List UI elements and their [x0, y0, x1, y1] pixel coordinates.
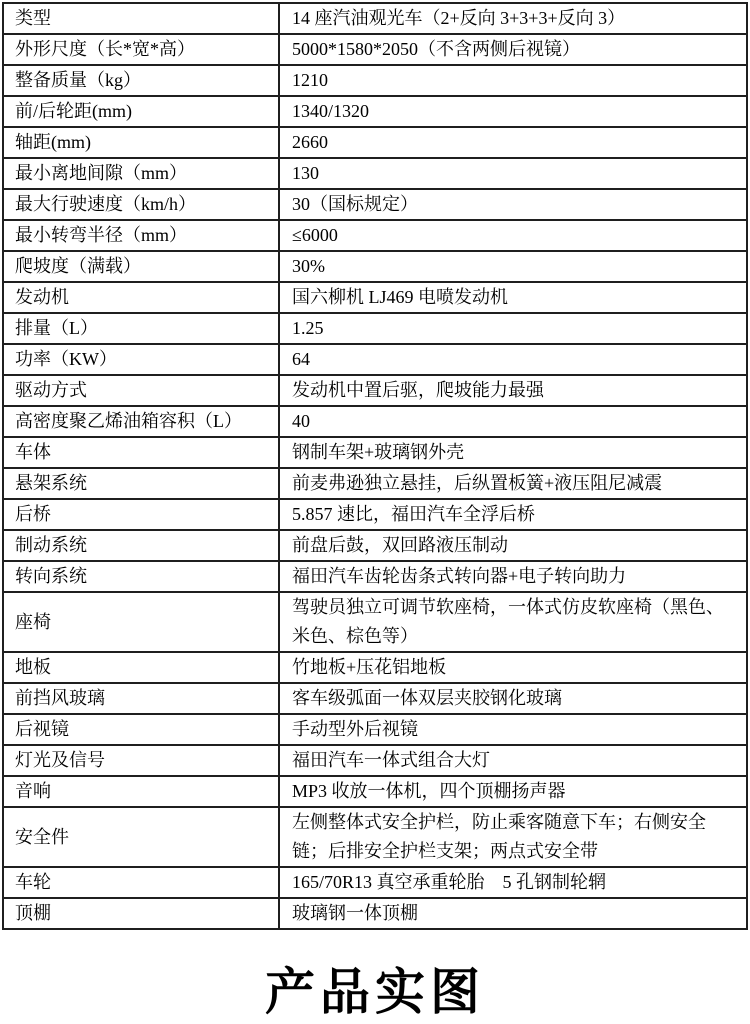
spec-label: 前/后轮距(mm) [3, 96, 279, 127]
spec-value: 前麦弗逊独立悬挂，后纵置板簧+液压阻尼减震 [279, 468, 747, 499]
spec-value: 30（国标规定） [279, 189, 747, 220]
spec-value: 左侧整体式安全护栏，防止乘客随意下车；右侧安全链；后排安全护栏支架；两点式安全带 [279, 807, 747, 867]
spec-label: 功率（KW） [3, 344, 279, 375]
spec-value: 1.25 [279, 313, 747, 344]
spec-label: 前挡风玻璃 [3, 683, 279, 714]
spec-value: 165/70R13 真空承重轮胎 5 孔钢制轮辋 [279, 867, 747, 898]
spec-label: 最大行驶速度（km/h） [3, 189, 279, 220]
table-row [3, 530, 747, 561]
table-row [3, 776, 747, 807]
spec-value: 2660 [279, 127, 747, 158]
spec-label: 类型 [3, 3, 279, 34]
spec-value: 14 座汽油观光车（2+反向 3+3+3+反向 3） [279, 3, 747, 34]
spec-label: 后视镜 [3, 714, 279, 745]
spec-label: 车体 [3, 437, 279, 468]
spec-value: 前盘后鼓，双回路液压制动 [279, 530, 747, 561]
spec-table-body [3, 3, 747, 929]
spec-value: 手动型外后视镜 [279, 714, 747, 745]
spec-value: 竹地板+压花铝地板 [279, 652, 747, 683]
spec-label: 排量（L） [3, 313, 279, 344]
table-row [3, 468, 747, 499]
spec-value: 福田汽车一体式组合大灯 [279, 745, 747, 776]
table-row [3, 683, 747, 714]
spec-label: 地板 [3, 652, 279, 683]
spec-label: 最小转弯半径（mm） [3, 220, 279, 251]
spec-value: 福田汽车齿轮齿条式转向器+电子转向助力 [279, 561, 747, 592]
table-row [3, 3, 747, 34]
table-row [3, 189, 747, 220]
spec-label: 发动机 [3, 282, 279, 313]
spec-value: ≤6000 [279, 220, 747, 251]
table-row [3, 158, 747, 189]
table-row [3, 867, 747, 898]
table-row [3, 96, 747, 127]
spec-label: 悬架系统 [3, 468, 279, 499]
spec-value: 5000*1580*2050（不含两侧后视镜） [279, 34, 747, 65]
table-row [3, 745, 747, 776]
spec-value: 30% [279, 251, 747, 282]
spec-label: 高密度聚乙烯油箱容积（L） [3, 406, 279, 437]
table-row [3, 561, 747, 592]
spec-label: 最小离地间隙（mm） [3, 158, 279, 189]
table-row [3, 592, 747, 652]
spec-value: 130 [279, 158, 747, 189]
spec-value: 国六柳机 LJ469 电喷发动机 [279, 282, 747, 313]
spec-label: 座椅 [3, 592, 279, 652]
table-row [3, 406, 747, 437]
table-row [3, 220, 747, 251]
spec-value: 40 [279, 406, 747, 437]
table-row [3, 375, 747, 406]
spec-value: 玻璃钢一体顶棚 [279, 898, 747, 929]
spec-value: 5.857 速比，福田汽车全浮后桥 [279, 499, 747, 530]
spec-label: 后桥 [3, 499, 279, 530]
spec-value: 发动机中置后驱，爬坡能力最强 [279, 375, 747, 406]
page-title: 产品实图 [265, 964, 485, 1020]
table-row [3, 65, 747, 96]
spec-label: 驱动方式 [3, 375, 279, 406]
spec-label: 轴距(mm) [3, 127, 279, 158]
spec-label: 整备质量（kg） [3, 65, 279, 96]
table-row [3, 807, 747, 867]
spec-value: 驾驶员独立可调节软座椅，一体式仿皮软座椅（黑色、米色、棕色等） [279, 592, 747, 652]
spec-label: 顶棚 [3, 898, 279, 929]
spec-label: 制动系统 [3, 530, 279, 561]
spec-label: 外形尺度（长*宽*高） [3, 34, 279, 65]
table-row [3, 714, 747, 745]
spec-value: MP3 收放一体机，四个顶棚扬声器 [279, 776, 747, 807]
spec-label: 音响 [3, 776, 279, 807]
table-row [3, 251, 747, 282]
table-row [3, 898, 747, 929]
spec-label: 转向系统 [3, 561, 279, 592]
spec-label: 车轮 [3, 867, 279, 898]
table-row [3, 127, 747, 158]
table-row [3, 313, 747, 344]
spec-label: 安全件 [3, 807, 279, 867]
spec-value: 客车级弧面一体双层夹胶钢化玻璃 [279, 683, 747, 714]
spec-value: 64 [279, 344, 747, 375]
spec-label: 灯光及信号 [3, 745, 279, 776]
table-row [3, 652, 747, 683]
table-row [3, 34, 747, 65]
spec-table [2, 2, 748, 930]
table-row [3, 437, 747, 468]
spec-label: 爬坡度（满载） [3, 251, 279, 282]
table-row [3, 282, 747, 313]
spec-value: 1210 [279, 65, 747, 96]
spec-value: 1340/1320 [279, 96, 747, 127]
table-row [3, 499, 747, 530]
spec-value: 钢制车架+玻璃钢外壳 [279, 437, 747, 468]
table-row [3, 344, 747, 375]
